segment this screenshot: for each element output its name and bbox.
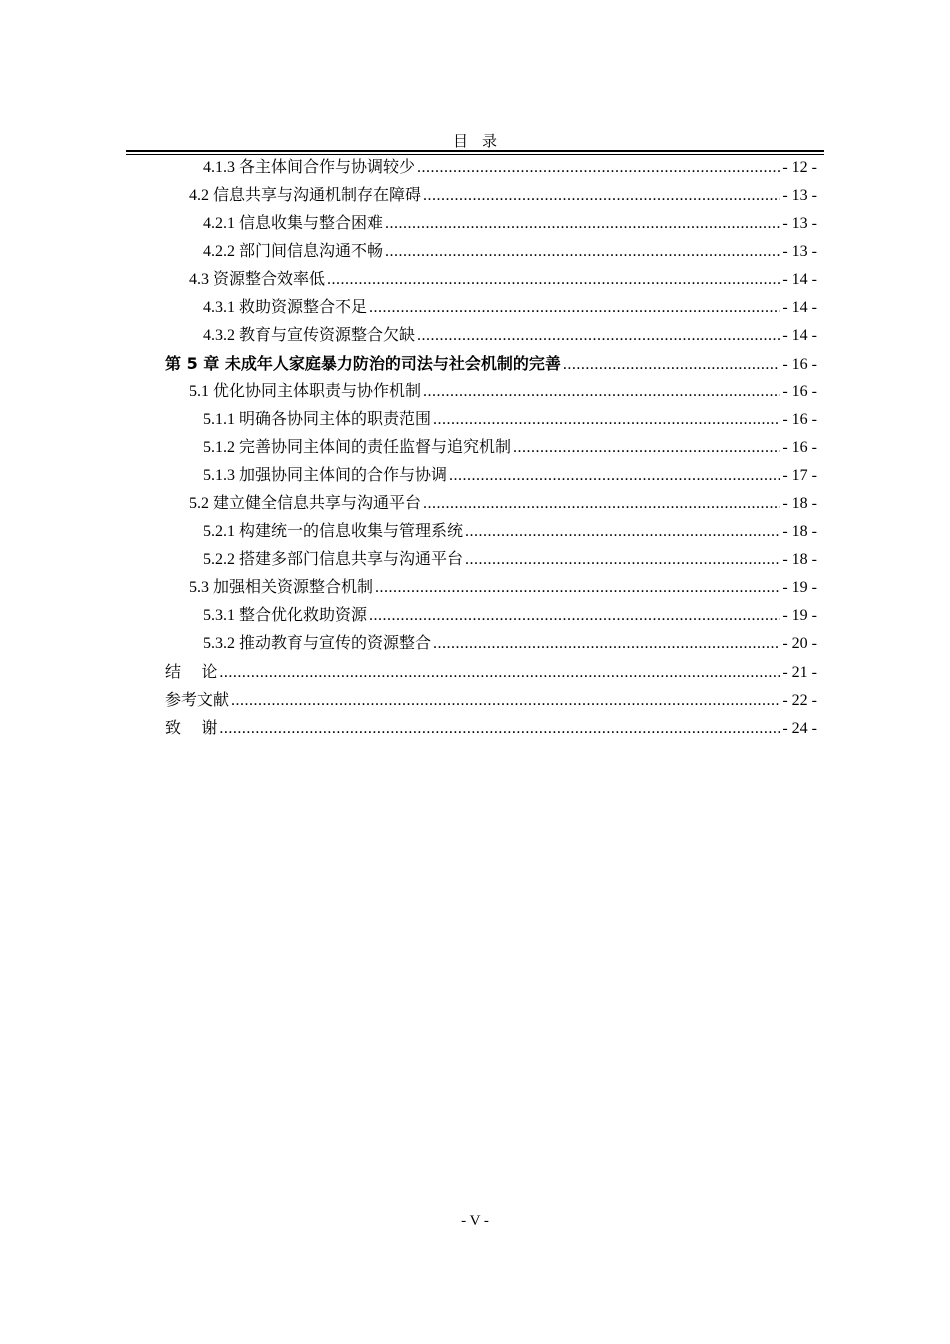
toc-dot-leader — [513, 434, 780, 462]
toc-dot-leader — [423, 182, 780, 210]
toc-entry-title: 4.3 资源整合效率低 — [189, 271, 326, 288]
toc-entry-title: 5.1.3 加强协同主体间的合作与协调 — [203, 467, 448, 484]
toc-entry-page: - 18 - — [782, 551, 817, 568]
toc-entry-page: - 18 - — [782, 495, 817, 512]
toc-entry-title: 4.3.2 教育与宣传资源整合欠缺 — [203, 327, 416, 344]
toc-entry[interactable] — [165, 490, 817, 518]
toc-entry[interactable] — [165, 238, 817, 266]
toc-entry-title: 5.2 建立健全信息共享与沟通平台 — [189, 495, 422, 512]
toc-entry-page: - 14 - — [782, 299, 817, 316]
toc-entry-title: 5.1.1 明确各协同主体的职责范围 — [203, 411, 432, 428]
toc-entry-title: 5.3.1 整合优化救助资源 — [203, 607, 368, 624]
toc-entry-title: 5.3.2 推动教育与宣传的资源整合 — [203, 635, 432, 652]
toc-entry-title: 4.2 信息共享与沟通机制存在障碍 — [189, 187, 422, 204]
toc-entry-title: 第 5 章 未成年人家庭暴力防治的司法与社会机制的完善 — [165, 354, 561, 373]
toc-dot-leader — [433, 630, 780, 658]
toc-entry-page: - 24 - — [782, 720, 817, 737]
page-number: - V - — [461, 1213, 489, 1229]
toc-entry-title: 5.3 加强相关资源整合机制 — [189, 579, 374, 596]
toc-references-entry[interactable] — [165, 686, 817, 714]
toc-dot-leader — [417, 154, 780, 182]
toc-entry-title: 5.1.2 完善协同主体间的责任监督与追究机制 — [203, 439, 512, 456]
toc-dot-leader — [219, 659, 780, 687]
toc-dot-leader — [385, 238, 780, 266]
toc-entry-title: 5.1 优化协同主体职责与协作机制 — [189, 383, 422, 400]
toc-entry-page: - 13 - — [782, 187, 817, 204]
toc-dot-leader — [563, 351, 780, 379]
toc-entry-title: 4.2.1 信息收集与整合困难 — [203, 215, 384, 232]
toc-entry-page: - 14 - — [782, 327, 817, 344]
toc-dot-leader — [433, 406, 780, 434]
toc-conclusion-entry[interactable] — [165, 658, 817, 686]
toc-entry[interactable] — [165, 294, 817, 322]
toc-entry[interactable] — [165, 574, 817, 602]
toc-entry[interactable] — [165, 154, 817, 182]
toc-entry[interactable] — [165, 546, 817, 574]
toc-entry-title: 4.1.3 各主体间合作与协调较少 — [203, 159, 416, 176]
toc-dot-leader — [423, 490, 780, 518]
toc-entry[interactable] — [165, 322, 817, 350]
toc-entry-title: 4.2.2 部门间信息沟通不畅 — [203, 243, 384, 260]
toc-entry[interactable] — [165, 182, 817, 210]
toc-chapter-entry[interactable] — [165, 350, 817, 378]
toc-entry[interactable] — [165, 518, 817, 546]
toc-entry[interactable] — [165, 602, 817, 630]
toc-acknowledgements-entry[interactable] — [165, 714, 817, 742]
toc-dot-leader — [375, 574, 780, 602]
toc-entry[interactable] — [165, 462, 817, 490]
toc-dot-leader — [423, 378, 780, 406]
toc-entry-page: - 17 - — [782, 467, 817, 484]
toc-dot-leader — [369, 294, 780, 322]
toc-entry-title: 4.3.1 救助资源整合不足 — [203, 299, 368, 316]
toc-entry[interactable] — [165, 210, 817, 238]
toc-dot-leader — [449, 462, 780, 490]
toc-dot-leader — [219, 715, 780, 743]
toc-entry-page: - 16 - — [782, 439, 817, 456]
toc-entry-page: - 13 - — [782, 215, 817, 232]
toc-entry-page: - 20 - — [782, 635, 817, 652]
header-rule-thick — [126, 150, 824, 152]
toc-entry-title: 5.2.1 构建统一的信息收集与管理系统 — [203, 523, 464, 540]
toc-entry-title: 参考文献 — [165, 690, 230, 709]
toc-entry[interactable] — [165, 406, 817, 434]
toc-entry-title: 致 谢 — [165, 718, 218, 737]
toc-entry-page: - 19 - — [782, 607, 817, 624]
toc-entry[interactable] — [165, 266, 817, 294]
toc-entry-page: - 13 - — [782, 243, 817, 260]
toc-dot-leader — [385, 210, 780, 238]
toc-entry-page: - 21 - — [782, 664, 817, 681]
toc-dot-leader — [327, 266, 780, 294]
toc-dot-leader — [465, 546, 780, 574]
toc-entry-page: - 16 - — [782, 383, 817, 400]
toc-entry[interactable] — [165, 630, 817, 658]
toc-entry-page: - 16 - — [782, 356, 817, 373]
toc-dot-leader — [231, 687, 780, 715]
toc-entry-page: - 22 - — [782, 692, 817, 709]
toc-dot-leader — [417, 322, 780, 350]
toc-entry-page: - 19 - — [782, 579, 817, 596]
toc-entry-title: 结 论 — [165, 662, 218, 681]
table-of-contents — [165, 154, 817, 742]
toc-entry-title: 5.2.2 搭建多部门信息共享与沟通平台 — [203, 551, 464, 568]
toc-dot-leader — [369, 602, 780, 630]
page-header-title: 目录 — [452, 134, 511, 150]
toc-entry[interactable] — [165, 378, 817, 406]
toc-dot-leader — [465, 518, 780, 546]
toc-entry-page: - 18 - — [782, 523, 817, 540]
toc-entry-page: - 16 - — [782, 411, 817, 428]
toc-entry[interactable] — [165, 434, 817, 462]
toc-entry-page: - 14 - — [782, 271, 817, 288]
toc-entry-page: - 12 - — [782, 159, 817, 176]
